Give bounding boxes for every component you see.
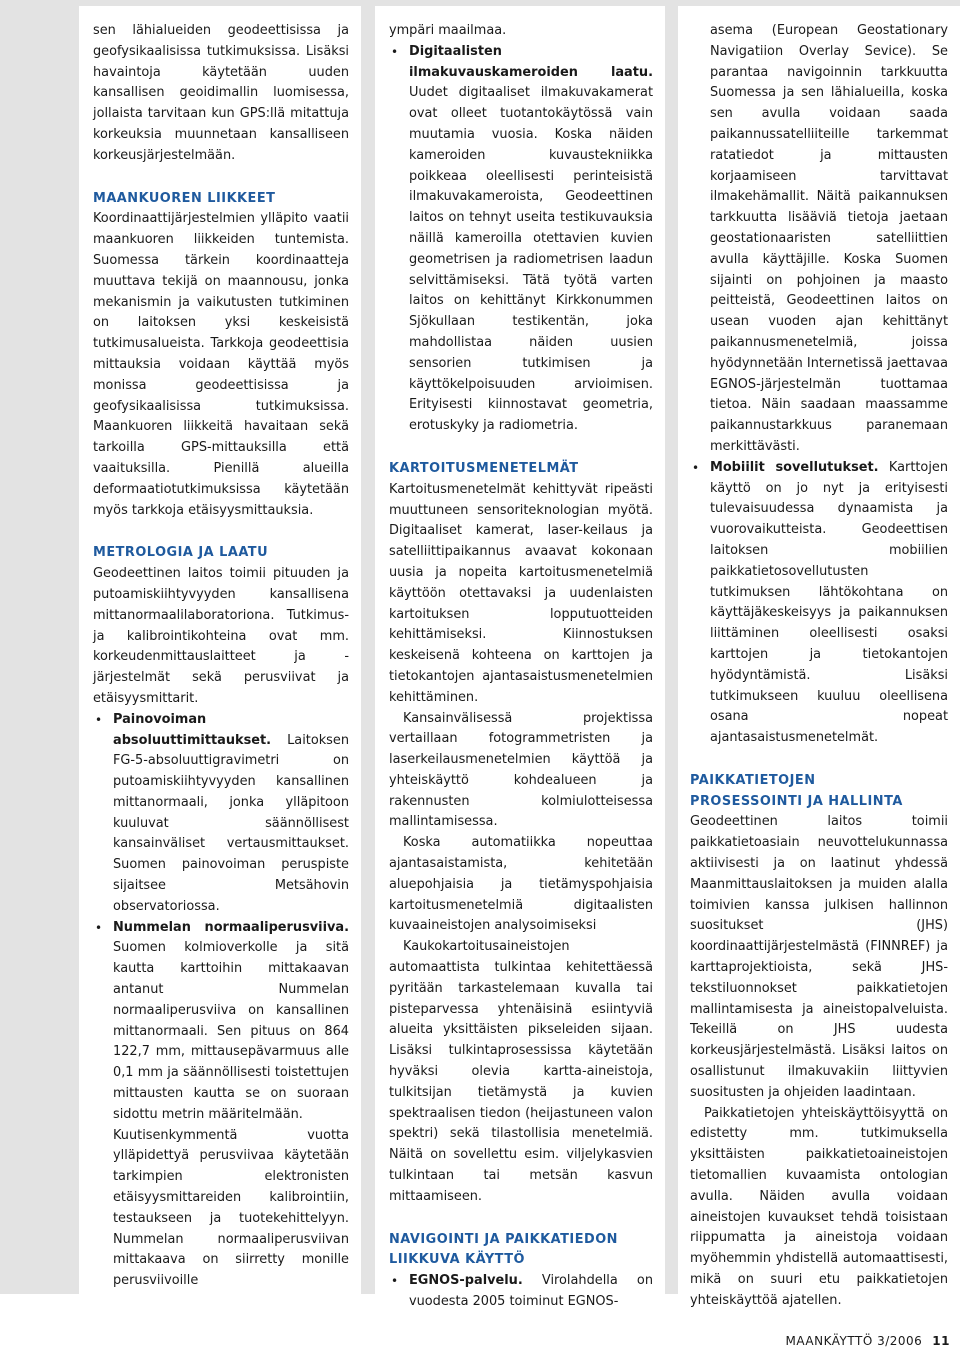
bullet-icon: •	[95, 920, 103, 935]
kartoitus-paragraph-3: Koska automatiikka nopeuttaa ajantasaistamista, kehitetään aluepohjaisia ja tietämyspohjaisia kartoitusmenetelmiä digitaalisten kuvaaineistojen analysoimiseksi	[389, 835, 653, 934]
list-item-continuation: Kuutisenkymmentä vuotta ylläpidettyä perusviivaa käytetään tarkimpien elektronisten etäisyysmittareiden kalibrointiin, testaukseen ja tuotekehittelyyn. Nummelan normaaliperusviivan mittakaava on siirretty monille perusviivoille	[113, 1127, 349, 1289]
column-middle	[375, 6, 665, 1310]
paikkatieto-paragraph-1: Geodeettinen laitos toimii paikkatietoasiain neuvottelukunnassa aktiivisesti ja on laatinut yhdessä Maanmittauslaitoksen ja muiden alalla toimivien kanssa julkisen hallinnon suositukset (JHS) koordinaattijärjestelmästä (FINNREF) ja karttaprojektioista, sekä JHS-tekstiluonnokset paikkatietojen mallintamisesta ja aineistopalveluista. Tekeillä on JHS uudesta korkeusjärjestelmästä. Lisäksi laitos on osallistunut ilmakuvakiin liittyvien suositusten ja ohjeiden laadintaan.	[690, 814, 948, 1100]
maankuoren-paragraph: Koordinaattijärjestelmien ylläpito vaatii maankuoren liikkeiden tuntemista. Suomessa tärkein koordinaatteja muuttava tekijä on maannousu, jonka mekanismin ja vaikutusten tutkiminen on laitoksen yksi keskeisistä tutkimusalueista. Tarkkoja geodeettisia mittauksia voidaan käyttää myös monissa geodeettisissa ja geofysikaalisissa tutkimuksissa. Maankuoren liikkeitä havaitaan sekä tarkoilla GPS-mittauksilla että vaaituksilla. Pienillä alueilla deformaatiotutkimuksissa käytetään myös tarkkoja etäisyysmittauksia.	[93, 211, 349, 518]
heading-prosessointi: PROSESSOINTI JA HALLINTA	[690, 793, 903, 809]
metrologia-paragraph: Geodeettinen laitos toimii pituuden ja putoamiskiihtyvyyden kansallisena mittanormaalilaboratoriona. Tutkimus- ja kalibrointikohteina ovat mm. korkeudenmittauslaitteet ja -järjestelmät sekä perusviivat ja etäisyysmittarit.	[93, 566, 349, 706]
list-item	[690, 458, 948, 749]
list-item-text: Uudet digitaaliset ilmakuvakamerat ovat olleet tuotantokäytössä vain muutamia vuosia. Koska näiden kameroiden kuvaustekniikka poikkeaa oleellisesti perinteisistä ilmakuvakameroista, Geodeettinen laitos on tehnyt useita testikuvauksia näillä kameroilla otettavien kuvien geometrisen ja radiometrisen laadun selvittämiseksi. Tätä työtä varten laitos on kehittänyt Kirkkonummen Sjökullaan testikentän, joka mahdollistaa näiden uusien sensorien tutkimisen ja käyttökelpoisuuden arvioimisen. Erityisesti kiinnostavat geometria, erotuskyky ja radiometria.	[409, 85, 653, 434]
list-item-text: Virolahdella on vuodesta 2005 toiminut EGNOS-	[409, 1273, 653, 1310]
navigointi-list	[389, 1271, 653, 1313]
heading-kartoitusmenetelmat: KARTOITUSMENETELMÄT	[389, 460, 579, 476]
list-item	[389, 1271, 653, 1313]
heading-paikkatietojen: PAIKKATIETOJEN	[690, 772, 816, 788]
list-item-text: Laitoksen FG-5-absoluuttigravimetri on putoamiskiihtyvyyden kansallinen mittanormaali, jonka ylläpitoon kuuluvat säännöllisest kansainväliset vertausmittaukset. Suomen painovoiman peruspiste sijaitsee Metsähovin observatoriossa.	[113, 732, 349, 914]
bullet-icon: •	[95, 712, 103, 727]
heading-metrologia: METROLOGIA JA LAATU	[93, 545, 269, 561]
list-item	[93, 710, 349, 918]
bullet-icon: •	[391, 44, 399, 59]
column-right	[678, 6, 960, 1308]
list-item	[93, 918, 349, 1292]
heading-maankuoren-liikkeet: MAANKUOREN LIIKKEET	[93, 190, 276, 206]
heading-navigointi: NAVIGOINTI JA PAIKKATIEDON LIIKKUVA KÄYTTÖ	[389, 1231, 618, 1268]
list-item-title: Painovoiman absoluuttimittaukset.	[113, 711, 272, 748]
list-item-title: EGNOS-palvelu.	[409, 1273, 523, 1289]
list-item-title: Mobiilit sovellutukset.	[710, 459, 879, 475]
continuation-text: ympäri maailmaa.	[389, 23, 507, 38]
magazine-issue: MAANKÄYTTÖ 3/2006	[785, 1334, 923, 1348]
kartoitus-paragraph-4: Kaukokartoitusaineistojen automaattista tulkintaa kehitettäessä pyritään tarkastelemaan kuvalla tai pisteparvessa yhtenäisinä esiintyviä alueita yksittäisten pikseleiden sijaan. Lisäksi tulkintaprosessissa käytetään hyväksi olevia kartta-aineistoja, tulkitsijan tietämystä ja kuvien spektraalisen tiedon (heijastuneen valon spektri) sekä tilastollisia menetelmiä. Näitä on sovellettu esim. viljelykasvien tulkintaan tai metsän kasvun mittaamiseen.	[389, 939, 653, 1204]
column-left	[79, 6, 361, 1294]
bullet-icon: •	[391, 1274, 399, 1289]
camera-list	[389, 42, 653, 437]
list-item-title: Digitaalisten ilmakuvauskameroiden laatu.	[409, 43, 653, 80]
page-number: 11	[932, 1334, 950, 1348]
kartoitus-paragraph-1: Kartoitusmenetelmät kehittyvät ripeästi muuttuneen sensoriteknologian myötä. Digitaaliset kamerat, laser-keilaus ja satelliittipaikannus avaavat kokonaan uusia ja nopeita kartoitusmenetelmiä käyttöön otettavaksi ja uudenlaisten kartoituksen lopputuotteiden kehittämiseksi. Kiinnostuksen keskeisenä kohteena on karttojen ja tietokantojen ajantasaistusmenetelmien kehittäminen.	[389, 481, 653, 705]
page-footer	[786, 1334, 950, 1348]
mobile-list	[690, 458, 948, 749]
list-item-title: Nummelan normaaliperusviiva.	[113, 919, 349, 935]
paikkatieto-paragraph-2: Paikkatietojen yhteiskäyttöisyyttä on edistetty mm. tutkimuksella yksittäisten paikkatietoaineistojen tietomallien kuvaamista ontologian avulla. Näiden avulla voidaan aineistojen kuvaukset tehdä toisistaan riippumatta ja aineistoja voidaan myöhemmin yhdistellä automaattisesti, mikä on suuri etu paikkatietojen yhteiskäyttöä ajatellen.	[690, 1105, 948, 1308]
continuation-text: asema (European Geostationary Navigatiion Overlay Sevice). Se parantaa navigoinnin tarkkuutta Suomessa ja sen lähialueilla, koska sen avulla voidaan saada paikannussatelliiteille tarkemmat ratatiedot ja mittausten korjaamiseen tarvittavat ilmakehämallit. Näitä paikannuksen tarkkuutta lisääviä tietoja jaetaan geostationaaristen satelliittien avulla käyttäjille. Koska Suomen sijainti on pohjoinen ja maasto peitteistä, Geodeettinen laitos on usean vuoden ajan kehittänyt paikannusmenetelmiä, joissa hyödynnetään Internetissä jaettavaa EGNOS-järjestelmän tuottamaa tietoa. Näin saadaan maassamme paikannustarkkuus paranemaan merkittävästi.	[710, 23, 948, 454]
list-item	[389, 42, 653, 437]
intro-paragraph: sen lähialueiden geodeettisissa ja geofysikaalisissa tutkimuksissa. Lisäksi havaintoja käytetään uuden kansallisen geoidimallin luomisessa, jollaista tarvitaan kun GPS:llä mitattuja korkeuksia muunnetaan kansalliseen korkeusjärjestelmään.	[93, 23, 349, 163]
metrologia-list	[93, 710, 349, 1292]
kartoitus-paragraph-2: Kansainvälisessä projektissa vertaillaan fotogrammetristen ja laserkeilausmenetelmien käyttöä ja yhteiskäyttö kohdealueen ja rakennusten kolmiulotteisessa mallintamisessa.	[389, 710, 653, 830]
list-item-text: Suomen kolmioverkolle ja sitä kautta karttoihin mittakaavan antanut Nummelan normaaliperusviiva on kansallinen mittanormaali. Sen pituus on 864 122,7 mm, mittausepävarmuus alle 0,1 mm ja säännöllisesti toistettujen mittausten kautta se on suoraan sidottu metrin määritelmään.	[113, 940, 349, 1122]
list-item-text: Karttojen käyttö on jo nyt ja erityisesti tulevaisuudessa dynaamista ja vuorovaikutteista. Geodeettisen laitoksen mobiilien paikkatietosovellutusten tutkimuksen lähtökohtana on käyttäjäkeskeisyys ja paikannuksen liittäminen oleellisesti osaksi karttojen ja tietokantojen hyödyntämistä. Lisäksi tutkimukseen kuuluu oleellisena osana nopeat ajantasaistusmenetelmät.	[710, 459, 949, 746]
bullet-icon: •	[692, 460, 700, 475]
